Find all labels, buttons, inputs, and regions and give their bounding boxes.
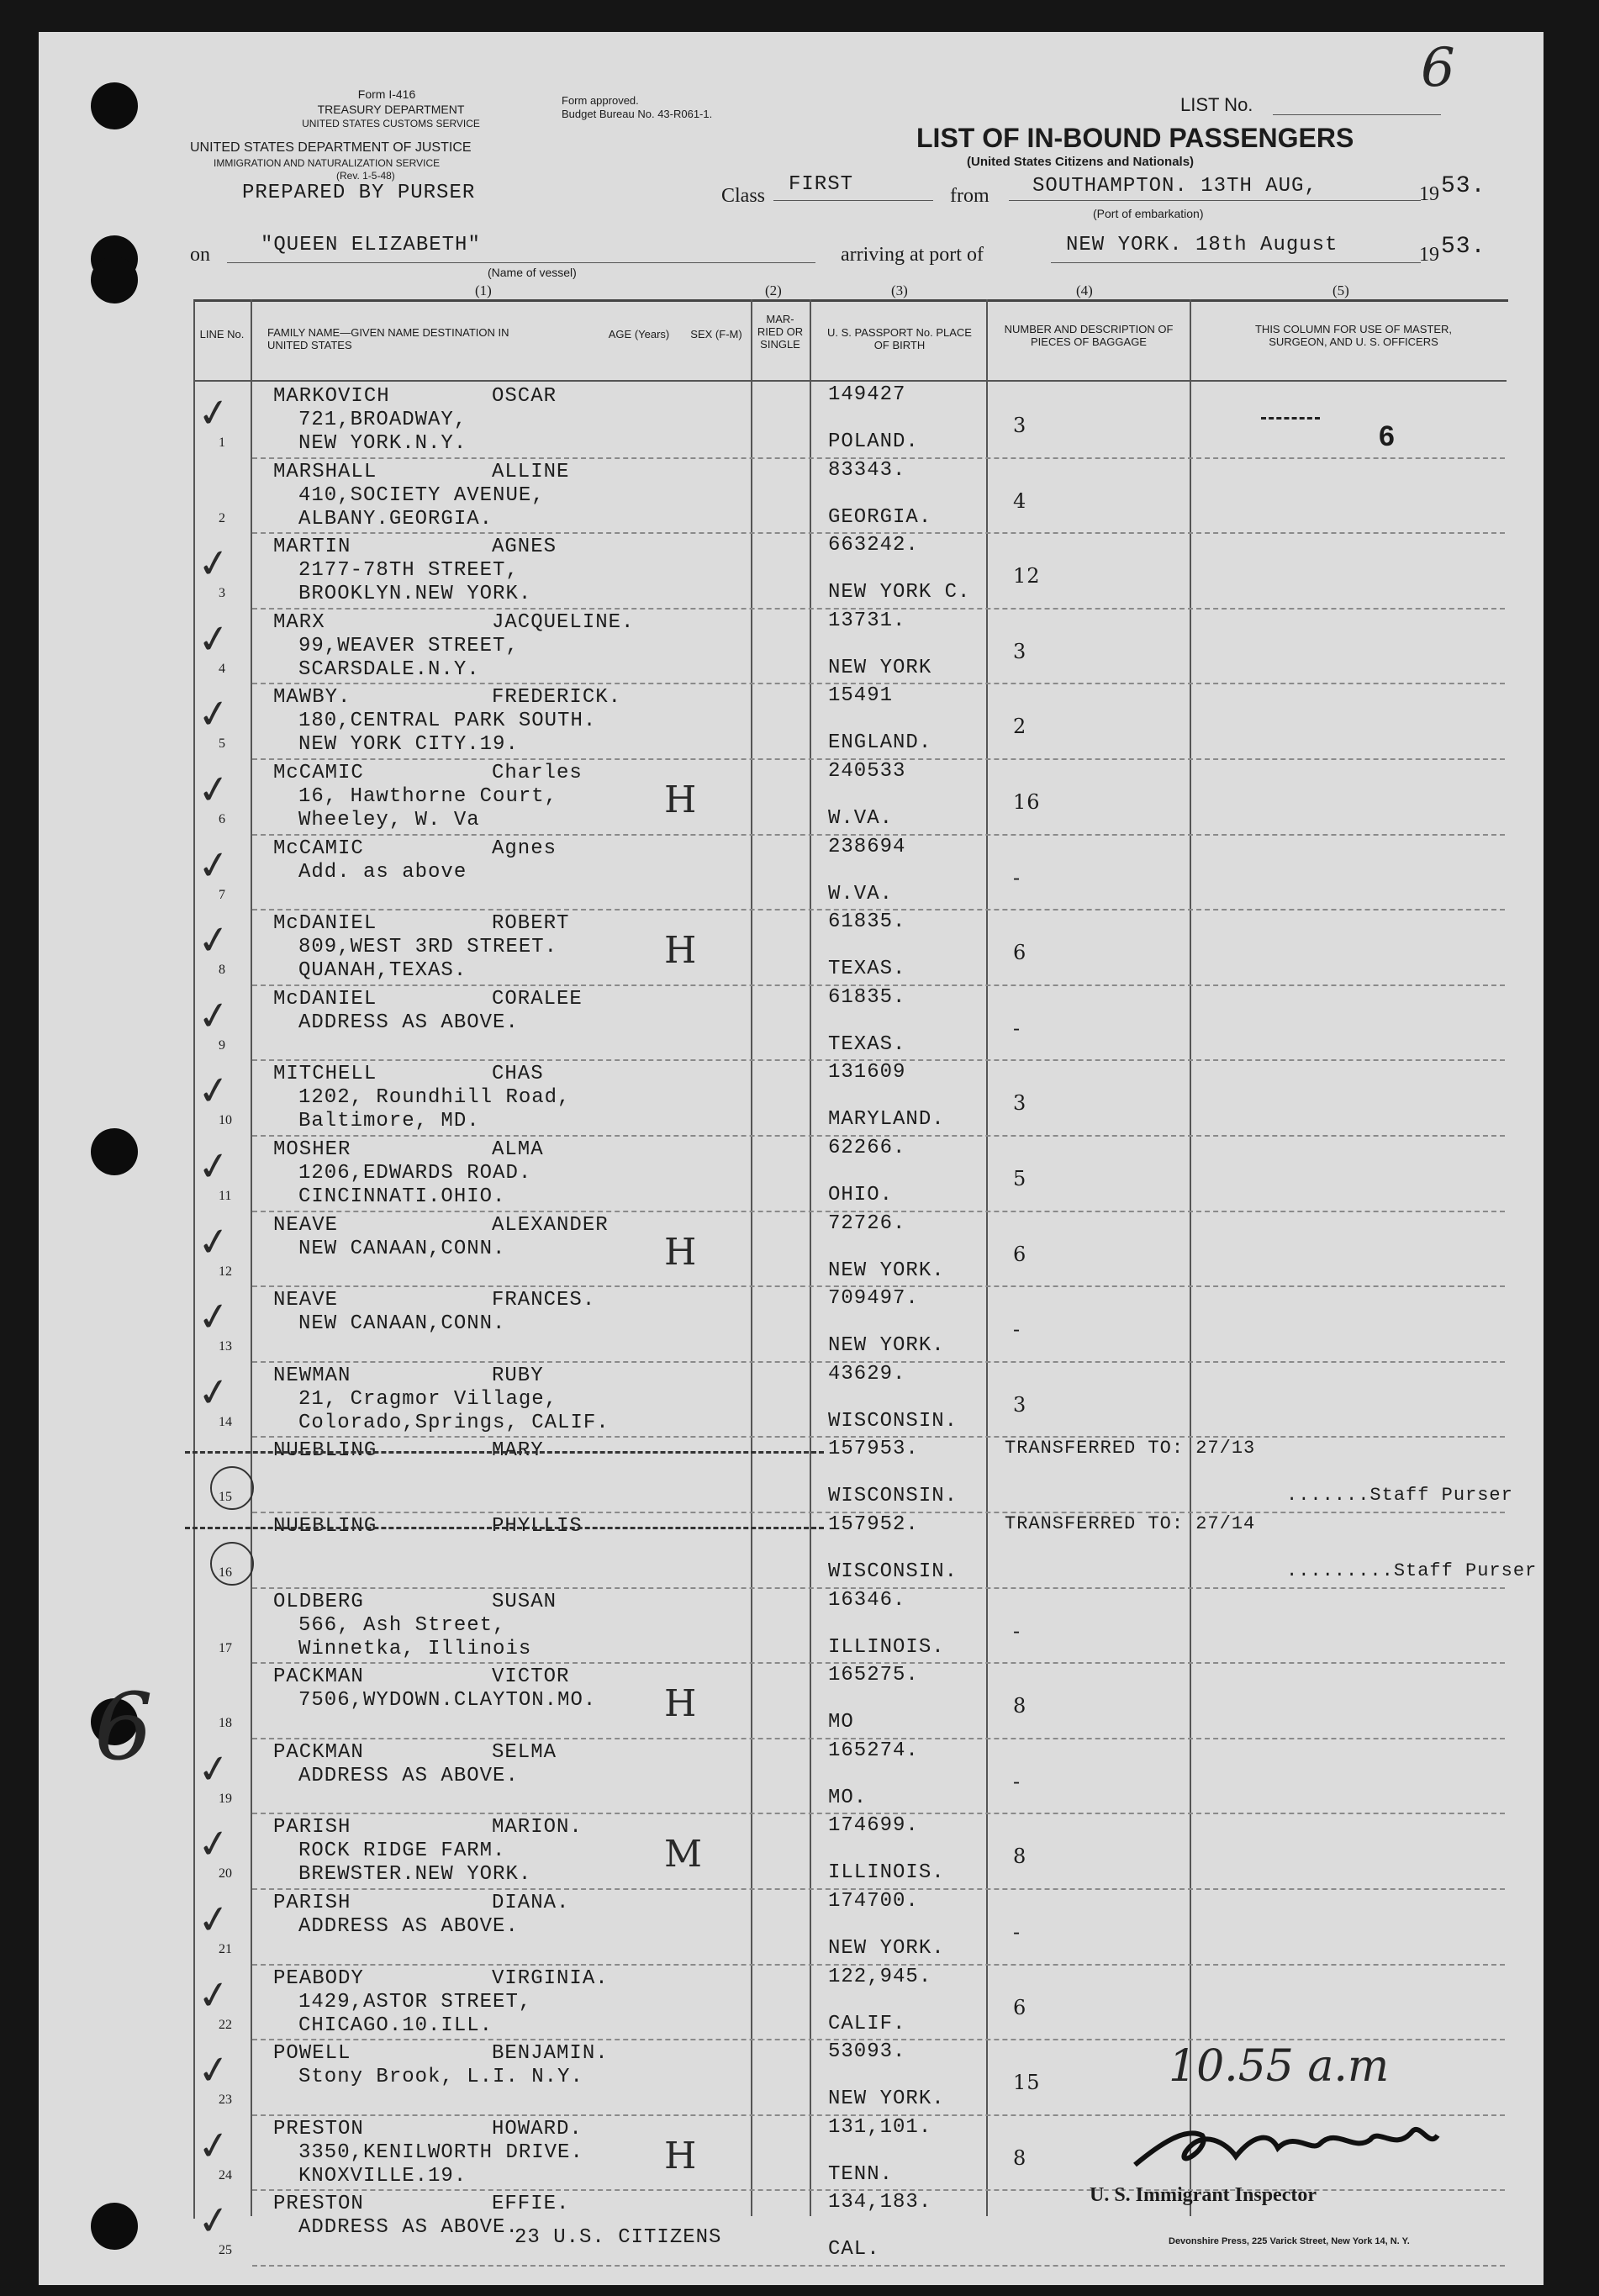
family-name: NEAVE xyxy=(273,1213,339,1237)
arriving-label: arriving at port of xyxy=(841,244,984,266)
col-num: (3) xyxy=(891,282,908,298)
given-name: VIRGINIA. xyxy=(492,1966,609,1990)
line-number: 7 xyxy=(219,887,225,902)
given-name: AGNES xyxy=(492,536,557,559)
place-of-birth: GEORGIA. xyxy=(828,505,932,529)
budget-label: Budget Bureau No. 43-R061-1. xyxy=(562,108,713,120)
address-line-2: Baltimore, MD. xyxy=(298,1110,480,1133)
place-of-birth: W.VA. xyxy=(828,882,894,905)
check-mark: ✓ xyxy=(194,915,234,965)
class-value: FIRST xyxy=(789,173,854,196)
given-name: CORALEE xyxy=(492,987,583,1011)
baggage-count: 3 xyxy=(1013,1091,1027,1116)
given-name: VICTOR xyxy=(492,1665,570,1689)
baggage-count: - xyxy=(1013,1920,1021,1944)
address-line-1: 99,WEAVER STREET, xyxy=(298,634,519,657)
table-row xyxy=(193,1061,1505,1137)
address-line-2: QUANAH,TEXAS. xyxy=(298,959,467,983)
family-name: PARISH xyxy=(273,1892,351,1914)
place-of-birth: OHIO. xyxy=(828,1184,894,1206)
relation-mark: H xyxy=(664,929,697,973)
passport-number: 157952. xyxy=(828,1513,919,1536)
signature-scribble-icon xyxy=(1127,2119,1446,2177)
table-row xyxy=(193,534,1505,610)
passport-number: 13731. xyxy=(828,609,906,632)
passport-number: 122,945. xyxy=(828,1965,932,1988)
strike-through-line xyxy=(185,1451,824,1454)
family-name: MARKOVICH xyxy=(273,385,390,408)
year-prefix-1: 19 xyxy=(1419,183,1439,205)
port-embark-caption: (Port of embarkation) xyxy=(1093,207,1204,220)
line-number: 5 xyxy=(219,736,225,752)
place-of-birth: TENN. xyxy=(828,2162,894,2186)
time-note: 10.55 a.m xyxy=(1169,2041,1390,2092)
baggage-count: 8 xyxy=(1013,1694,1027,1718)
check-mark: ✓ xyxy=(194,614,234,664)
baggage-count: - xyxy=(1013,1769,1021,1793)
address-line-2: BREWSTER.NEW YORK. xyxy=(298,1863,532,1887)
given-name: Charles xyxy=(492,762,583,784)
strike-through-line xyxy=(185,1527,824,1529)
header-baggage: NUMBER AND DESCRIPTION OF PIECES OF BAGGAGE xyxy=(1004,323,1174,348)
year-1: 53. xyxy=(1441,173,1486,199)
place-of-birth: MO. xyxy=(828,1786,868,1809)
given-name: Agnes xyxy=(492,837,557,860)
family-name: MAWBY. xyxy=(273,686,351,710)
family-name: McDANIEL xyxy=(273,912,377,936)
line-number: 11 xyxy=(219,1189,232,1203)
check-mark: ✓ xyxy=(194,840,234,890)
line-number: 12 xyxy=(219,1264,232,1279)
passport-number: 61835. xyxy=(828,910,906,934)
place-of-birth: WISCONSIN. xyxy=(828,1409,958,1433)
passport-number: 53093. xyxy=(828,2040,906,2064)
baggage-count: 8 xyxy=(1013,2146,1027,2170)
family-name: PEABODY xyxy=(273,1966,364,1990)
from-label: from xyxy=(950,185,989,207)
line-number: 9 xyxy=(219,1037,225,1053)
address-line-2: CHICAGO.10.ILL. xyxy=(298,2014,493,2037)
address-line-2: KNOXVILLE.19. xyxy=(298,2164,467,2188)
address-line-1: ADDRESS AS ABOVE. xyxy=(298,2216,519,2240)
family-name: MITCHELL xyxy=(273,1063,377,1086)
given-name: BENJAMIN. xyxy=(492,2042,609,2066)
table-row xyxy=(193,986,1505,1062)
check-mark: ✓ xyxy=(194,2045,234,2095)
table-row xyxy=(193,1890,1505,1966)
baggage-count: 16 xyxy=(1013,790,1041,814)
circled-line-mark xyxy=(210,1466,254,1510)
given-name: DIANA. xyxy=(492,1892,570,1914)
passport-number: 174699. xyxy=(828,1814,919,1838)
place-of-birth: NEW YORK. xyxy=(828,1259,945,1282)
vessel-name: "QUEEN ELIZABETH" xyxy=(261,234,481,256)
family-name: MARTIN xyxy=(273,536,351,559)
relation-mark: H xyxy=(664,779,697,821)
family-name: McCAMIC xyxy=(273,837,364,860)
class-label: Class xyxy=(721,185,766,207)
header-married: MAR-RIED OR SINGLE xyxy=(757,313,804,351)
address-line-1: 809,WEST 3RD STREET. xyxy=(298,936,558,959)
address-line-2: ALBANY.GEORGIA. xyxy=(298,507,493,530)
passport-number: 238694 xyxy=(828,835,906,858)
check-mark: ✓ xyxy=(194,990,234,1041)
passport-number: 15491 xyxy=(828,684,894,708)
staff-purser-note: .......Staff Purser xyxy=(1286,1485,1513,1507)
check-mark: ✓ xyxy=(194,1367,234,1417)
relation-mark: H xyxy=(664,1682,697,1726)
line-number: 25 xyxy=(219,2243,232,2258)
family-name: MARSHALL xyxy=(273,460,377,483)
check-mark: ✓ xyxy=(194,689,234,739)
place-of-birth: ILLINOIS. xyxy=(828,1861,945,1885)
address-line-1: ADDRESS AS ABOVE. xyxy=(298,1011,519,1034)
address-line-1: 180,CENTRAL PARK SOUTH. xyxy=(298,710,597,733)
place-of-birth: ENGLAND. xyxy=(828,731,932,755)
address-line-1: 1429,ASTOR STREET, xyxy=(298,1990,532,2014)
line-number: 14 xyxy=(219,1414,232,1429)
address-line-1: NEW CANAAN,CONN. xyxy=(298,1237,506,1260)
baggage-count: 4 xyxy=(1013,488,1027,513)
address-line-1: ADDRESS AS ABOVE. xyxy=(298,1915,519,1938)
inspector-label: U. S. Immigrant Inspector xyxy=(1090,2184,1317,2206)
address-line-1: 16, Hawthorne Court, xyxy=(298,785,558,808)
officer-note: 6 xyxy=(1379,420,1395,452)
punch-hole xyxy=(91,82,138,129)
address-line-2: SCARSDALE.N.Y. xyxy=(298,657,480,681)
rev-label: (Rev. 1-5-48) xyxy=(336,170,395,182)
table-row xyxy=(193,1814,1505,1890)
punch-hole xyxy=(91,1128,138,1175)
col-num: (4) xyxy=(1076,282,1093,298)
line-number: 4 xyxy=(219,661,225,676)
address-line-1: Stony Brook, L.I. N.Y. xyxy=(298,2066,583,2089)
line-number: 2 xyxy=(219,510,225,525)
vessel-caption: (Name of vessel) xyxy=(488,266,577,279)
header-line: LINE No. xyxy=(199,328,245,340)
family-name: NUEBLING xyxy=(273,1439,377,1463)
check-mark: ✓ xyxy=(194,1970,234,2020)
table-row xyxy=(193,1438,1513,1513)
passport-number: 165274. xyxy=(828,1739,919,1762)
address-line-2: NEW YORK CITY.19. xyxy=(298,733,519,757)
table-row xyxy=(193,1664,1505,1739)
baggage-count: 5 xyxy=(1013,1167,1027,1190)
passport-number: 72726. xyxy=(828,1211,906,1235)
place-of-birth: TEXAS. xyxy=(828,1032,906,1056)
passport-number: 131,101. xyxy=(828,2115,932,2139)
check-mark: ✓ xyxy=(194,1141,234,1191)
passport-number: 174700. xyxy=(828,1890,919,1913)
family-name: PACKMAN xyxy=(273,1740,364,1764)
passport-number: 134,183. xyxy=(828,2191,932,2214)
page-title: LIST OF IN-BOUND PASSENGERS xyxy=(916,123,1354,153)
table-row xyxy=(193,610,1505,685)
ins-label: IMMIGRATION AND NATURALIZATION SERVICE xyxy=(214,157,441,169)
passport-number: 157953. xyxy=(828,1438,919,1461)
address-line-2: Colorado,Springs, CALIF. xyxy=(298,1411,610,1434)
given-name: HOWARD. xyxy=(492,2117,583,2140)
address-line-1: ROCK RIDGE FARM. xyxy=(298,1839,506,1863)
family-name: MARX xyxy=(273,610,325,634)
header-passport: U. S. PASSPORT No. PLACE OF BIRTH xyxy=(827,326,972,351)
address-line-1: 721,BROADWAY, xyxy=(298,409,467,431)
place-of-birth: WISCONSIN. xyxy=(828,1560,958,1583)
given-name: ALMA xyxy=(492,1138,544,1161)
treasury-label: TREASURY DEPARTMENT xyxy=(317,103,465,116)
table-row xyxy=(193,1739,1505,1815)
passport-number: 149427 xyxy=(828,383,906,406)
line-number: 15 xyxy=(219,1490,232,1505)
place-of-birth: NEW YORK C. xyxy=(828,581,971,604)
given-name: FRANCES. xyxy=(492,1289,596,1312)
address-line-2: CINCINNATI.OHIO. xyxy=(298,1185,506,1208)
address-line-1: 3350,KENILWORTH DRIVE. xyxy=(298,2140,583,2164)
check-mark: ✓ xyxy=(194,2195,234,2246)
given-name: ALEXANDER xyxy=(492,1213,609,1237)
line-number: 24 xyxy=(219,2167,232,2183)
table-row xyxy=(193,1363,1505,1438)
given-name: OSCAR xyxy=(492,385,557,408)
baggage-count: 6 xyxy=(1013,1242,1027,1266)
place-of-birth: MO xyxy=(828,1711,854,1734)
place-of-birth: CAL. xyxy=(828,2238,880,2262)
family-name: PRESTON xyxy=(273,2193,364,2216)
header-name: FAMILY NAME—GIVEN NAME DESTINATION IN UNITED STATES xyxy=(267,326,509,351)
address-line-1: 21, Cragmor Village, xyxy=(298,1387,558,1411)
given-name: CHAS xyxy=(492,1063,544,1086)
punch-hole xyxy=(91,2203,138,2250)
given-name: MARION. xyxy=(492,1816,583,1839)
approved-label: Form approved. xyxy=(562,94,639,107)
family-name: McCAMIC xyxy=(273,762,364,784)
printer-credit: Devonshire Press, 225 Varick Street, New York 14, N. Y. xyxy=(1169,2236,1410,2246)
place-of-birth: MARYLAND. xyxy=(828,1108,945,1132)
family-name: MOSHER xyxy=(273,1138,351,1161)
from-value: SOUTHAMPTON. 13TH AUG, xyxy=(1032,175,1317,198)
baggage-count: 15 xyxy=(1013,2071,1041,2095)
family-name: McDANIEL xyxy=(273,987,377,1011)
baggage-count: 3 xyxy=(1013,414,1027,437)
header-sex: SEX (F-M) xyxy=(690,328,742,340)
baggage-count: 6 xyxy=(1013,1995,1027,2019)
place-of-birth: NEW YORK. xyxy=(828,2088,945,2111)
passport-number: 43629. xyxy=(828,1362,906,1386)
given-name: JACQUELINE. xyxy=(492,610,635,634)
line-number: 23 xyxy=(219,2093,232,2108)
address-line-2: BROOKLYN.NEW YORK. xyxy=(298,583,532,606)
col-num: (5) xyxy=(1332,282,1349,298)
relation-mark: M xyxy=(664,1833,703,1876)
place-of-birth: CALIF. xyxy=(828,2012,906,2035)
table-row xyxy=(193,459,1505,535)
line-number: 22 xyxy=(219,2017,232,2032)
given-name: RUBY xyxy=(492,1364,544,1387)
check-mark: ✓ xyxy=(194,764,234,815)
relation-mark: H xyxy=(664,2134,697,2177)
prepared-by: PREPARED BY PURSER xyxy=(242,182,476,204)
baggage-count: - xyxy=(1013,1317,1021,1342)
baggage-count: 8 xyxy=(1013,1845,1027,1869)
line-number: 20 xyxy=(219,1866,232,1882)
margin-note: 6 xyxy=(94,1673,153,1781)
baggage-count: 3 xyxy=(1013,1392,1027,1417)
check-mark: ✓ xyxy=(194,1818,234,1869)
line-number: 6 xyxy=(219,812,225,826)
line-number: 3 xyxy=(219,586,225,601)
passport-number: 709497. xyxy=(828,1287,919,1311)
passport-number: 131609 xyxy=(828,1061,906,1085)
officer-dash-mark xyxy=(1261,417,1320,420)
family-name: NEAVE xyxy=(273,1289,339,1312)
given-name: SELMA xyxy=(492,1740,557,1764)
customs-label: UNITED STATES CUSTOMS SERVICE xyxy=(302,118,480,129)
check-mark: ✓ xyxy=(194,1744,234,1794)
passport-number: 62266. xyxy=(828,1137,906,1159)
address-line-1: Add. as above xyxy=(298,860,467,884)
address-line-1: 566, Ash Street, xyxy=(298,1613,506,1637)
given-name: EFFIE. xyxy=(492,2193,570,2216)
place-of-birth: W.VA. xyxy=(828,807,894,830)
place-of-birth: NEW YORK. xyxy=(828,1937,945,1960)
header-officers: THIS COLUMN FOR USE OF MASTER, SURGEON, AND U. S. OFFICERS xyxy=(1254,323,1452,348)
place-of-birth: WISCONSIN. xyxy=(828,1485,958,1508)
line-number: 13 xyxy=(219,1339,232,1354)
table-row xyxy=(193,1212,1505,1288)
total-citizens: 23 U.S. CITIZENS xyxy=(515,2226,722,2249)
line-number: 17 xyxy=(219,1640,232,1655)
family-name: PRESTON xyxy=(273,2117,364,2140)
table-row xyxy=(193,684,1505,760)
circled-line-mark xyxy=(210,1542,254,1586)
list-no-label: LIST No. xyxy=(1180,94,1253,115)
table-row xyxy=(193,1513,1538,1589)
form-id: Form I-416 xyxy=(357,87,416,101)
line-number: 10 xyxy=(219,1113,232,1128)
check-mark: ✓ xyxy=(194,1291,234,1342)
address-line-2: NEW YORK.N.Y. xyxy=(298,432,467,455)
header-age: AGE (Years) xyxy=(608,328,670,340)
baggage-count: 12 xyxy=(1013,564,1041,589)
check-mark: ✓ xyxy=(194,2120,234,2171)
baggage-count: 6 xyxy=(1013,941,1027,965)
inspector-signature xyxy=(1127,2119,1446,2177)
family-name: OLDBERG xyxy=(273,1590,364,1613)
given-name: SUSAN xyxy=(492,1590,557,1613)
transfer-note: TRANSFERRED TO: 27/14 xyxy=(1005,1513,1256,1534)
family-name: POWELL xyxy=(273,2042,351,2066)
baggage-count: 2 xyxy=(1013,715,1027,739)
place-of-birth: ILLINOIS. xyxy=(828,1635,945,1659)
address-line-1: 2177-78TH STREET, xyxy=(298,559,519,583)
place-of-birth: TEXAS. xyxy=(828,958,906,981)
passport-number: 61835. xyxy=(828,985,906,1009)
check-mark: ✓ xyxy=(194,538,234,589)
address-line-1: 1206,EDWARDS ROAD. xyxy=(298,1162,532,1185)
place-of-birth: POLAND. xyxy=(828,430,919,453)
punch-hole xyxy=(91,256,138,303)
staff-purser-note: .........Staff Purser xyxy=(1286,1560,1538,1581)
line-number: 19 xyxy=(219,1791,232,1806)
family-name: NEWMAN xyxy=(273,1364,351,1387)
line-number: 16 xyxy=(219,1565,232,1580)
table-row xyxy=(193,1966,1505,2041)
line-number: 8 xyxy=(219,963,225,978)
address-line-1: ADDRESS AS ABOVE. xyxy=(298,1764,519,1787)
check-mark: ✓ xyxy=(194,1217,234,1267)
check-mark: ✓ xyxy=(194,1894,234,1945)
given-name: ROBERT xyxy=(492,912,570,936)
address-line-2: Winnetka, Illinois xyxy=(298,1637,532,1660)
place-of-birth: NEW YORK. xyxy=(828,1334,945,1358)
line-number: 21 xyxy=(219,1942,232,1956)
row-divider xyxy=(252,2265,1505,2267)
address-line-2: Wheeley, W. Va xyxy=(298,809,480,831)
on-label: on xyxy=(190,244,210,266)
year-2: 53. xyxy=(1441,234,1486,260)
table-row xyxy=(193,1589,1505,1665)
page-subtitle: (United States Citizens and Nationals) xyxy=(967,155,1195,169)
baggage-count: 3 xyxy=(1013,639,1027,663)
list-no-value: 6 xyxy=(1421,37,1455,99)
check-mark: ✓ xyxy=(194,388,234,438)
check-mark: ✓ xyxy=(194,1065,234,1116)
col-num: (2) xyxy=(765,282,782,298)
passport-number: 16346. xyxy=(828,1588,906,1612)
table-row xyxy=(193,910,1505,986)
given-name: MARY xyxy=(492,1439,544,1463)
passport-number: 83343. xyxy=(828,458,906,482)
table-row xyxy=(193,836,1505,911)
address-line-1: 410,SOCIETY AVENUE, xyxy=(298,483,545,507)
passport-number: 663242. xyxy=(828,534,919,557)
arriving-value: NEW YORK. 18th August xyxy=(1066,234,1338,256)
place-of-birth: NEW YORK xyxy=(828,656,932,679)
table-row xyxy=(193,383,1505,459)
given-name: PHYLLIS xyxy=(492,1515,583,1538)
passport-number: 240533 xyxy=(828,760,906,783)
year-prefix-2: 19 xyxy=(1419,244,1439,266)
line-number: 1 xyxy=(219,435,225,450)
table-row xyxy=(193,760,1505,836)
baggage-count: - xyxy=(1013,865,1021,889)
baggage-count: - xyxy=(1013,1618,1021,1643)
relation-mark: H xyxy=(664,1230,697,1274)
family-name: NUEBLING xyxy=(273,1515,377,1538)
address-line-1: NEW CANAAN,CONN. xyxy=(298,1312,506,1336)
family-name: PACKMAN xyxy=(273,1665,364,1689)
passport-number: 165275. xyxy=(828,1664,919,1687)
address-line-1: 7506,WYDOWN.CLAYTON.MO. xyxy=(298,1689,597,1713)
transfer-note: TRANSFERRED TO: 27/13 xyxy=(1005,1438,1256,1459)
col-num: (1) xyxy=(475,282,492,298)
table-row xyxy=(193,1137,1505,1212)
given-name: FREDERICK. xyxy=(492,686,622,710)
baggage-count: - xyxy=(1013,1016,1021,1040)
justice-label: UNITED STATES DEPARTMENT OF JUSTICE xyxy=(190,140,472,155)
family-name: PARISH xyxy=(273,1816,351,1839)
given-name: ALLINE xyxy=(492,460,570,483)
line-number: 18 xyxy=(219,1716,232,1731)
table-row xyxy=(193,1287,1505,1363)
address-line-1: 1202, Roundhill Road, xyxy=(298,1086,571,1110)
